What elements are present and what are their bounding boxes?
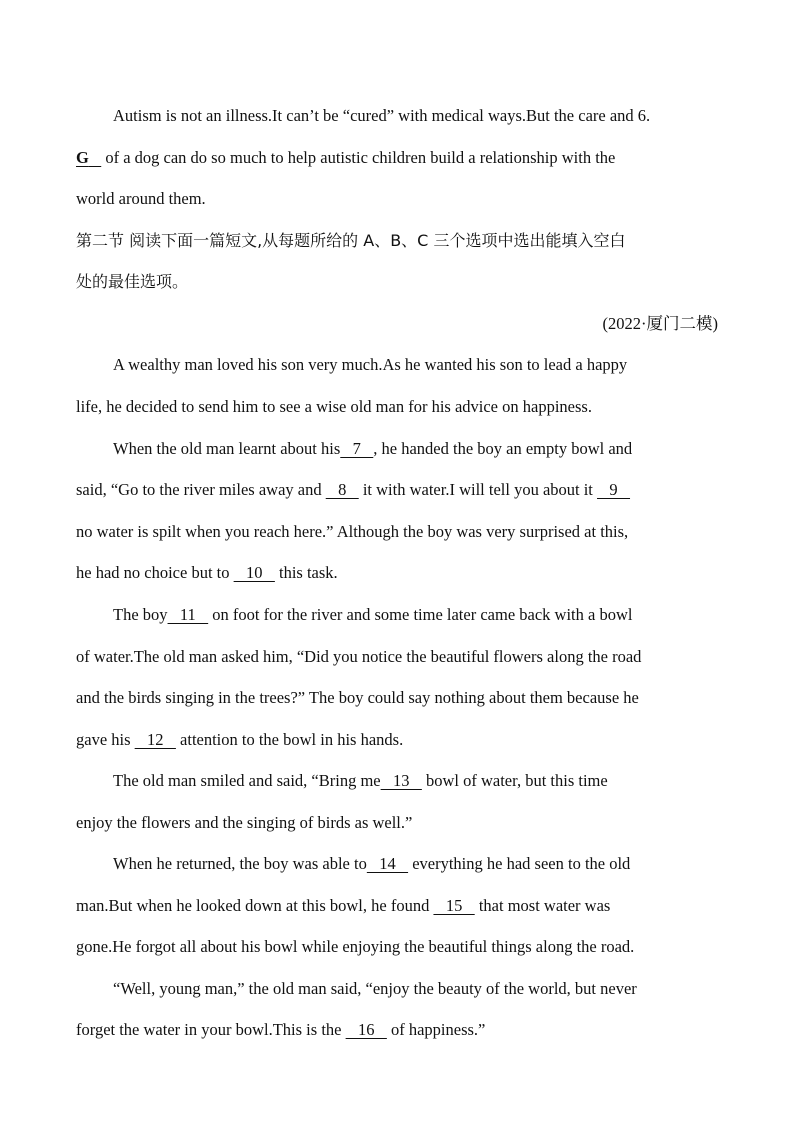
passage1-line3: world around them. (76, 189, 206, 208)
blank-8: 8 (325, 480, 359, 499)
blank-16: 16 (345, 1020, 387, 1039)
blank-7: 7 (340, 439, 374, 458)
p1-line1: A wealthy man loved his son very much.As he wanted his son to lead a happy (113, 355, 628, 374)
p1-line2: life, he decided to send him to see a wise old man for his advice on happiness. (76, 397, 592, 416)
p4-line1: The old man smiled and said, “Bring me 13 bowl of water, but this time (113, 771, 608, 790)
blank-10: 10 (233, 563, 275, 582)
passage1-line2-text: of a dog can do so much to help autistic children build a relationship with the (101, 148, 616, 167)
p3-line4: gave his 12 attention to the bowl in his hands. (76, 730, 404, 749)
p3-line1: The boy 11 on foot for the river and some time later came back with a bowl (113, 605, 633, 624)
p5-line2: man.But when he looked down at this bowl, he found 15 that most water was (76, 896, 611, 915)
blank-9: 9 (597, 480, 631, 499)
p6-line1: “Well, young man,” the old man said, “enjoy the beauty of the world, but never (113, 979, 637, 998)
section2-heading: 第二节 阅读下面一篇短文,从每题所给的 A、B、C 三个选项中选出能填入空白 (76, 231, 626, 250)
blank-15: 15 (433, 896, 475, 915)
blank-14: 14 (366, 854, 409, 873)
p2-line3: no water is spilt when you reach here.” Although the boy was very surprised at this, (76, 522, 629, 541)
p3-line2: of water.The old man asked him, “Did you notice the beautiful flowers along the road (76, 647, 642, 666)
blank-12: 12 (134, 730, 176, 749)
section2-heading-cont: 处的最佳选项。 (76, 272, 189, 291)
blank-13: 13 (380, 771, 422, 790)
passage1-line1: Autism is not an illness.It can’t be “cured” with medical ways.But the care and 6. (113, 106, 651, 125)
p2-line1: When the old man learnt about his 7 , he handed the boy an empty bowl and (113, 439, 633, 458)
p6-line2: forget the water in your bowl.This is the 16 of happiness.” (76, 1020, 486, 1039)
blank-11: 11 (167, 605, 209, 624)
blank-6 (76, 148, 101, 168)
p5-line1: When he returned, the boy was able to 14 everything he had seen to the old (113, 854, 631, 873)
p2-line4: he had no choice but to 10 this task. (76, 563, 338, 582)
passage1-line2 (76, 148, 615, 168)
p3-line3: and the birds singing in the trees?” The boy could say nothing about them because he (76, 688, 639, 707)
p4-line2: enjoy the flowers and the singing of birds as well.” (76, 813, 413, 832)
p2-line2: said, “Go to the river miles away and 8 it with water.I will tell you about it 9 (76, 480, 631, 499)
source-citation: (2022·厦门二模) (602, 314, 718, 333)
answer-6: G (76, 148, 89, 167)
p5-line3: gone.He forgot all about his bowl while enjoying the beautiful things along the road. (76, 937, 635, 956)
